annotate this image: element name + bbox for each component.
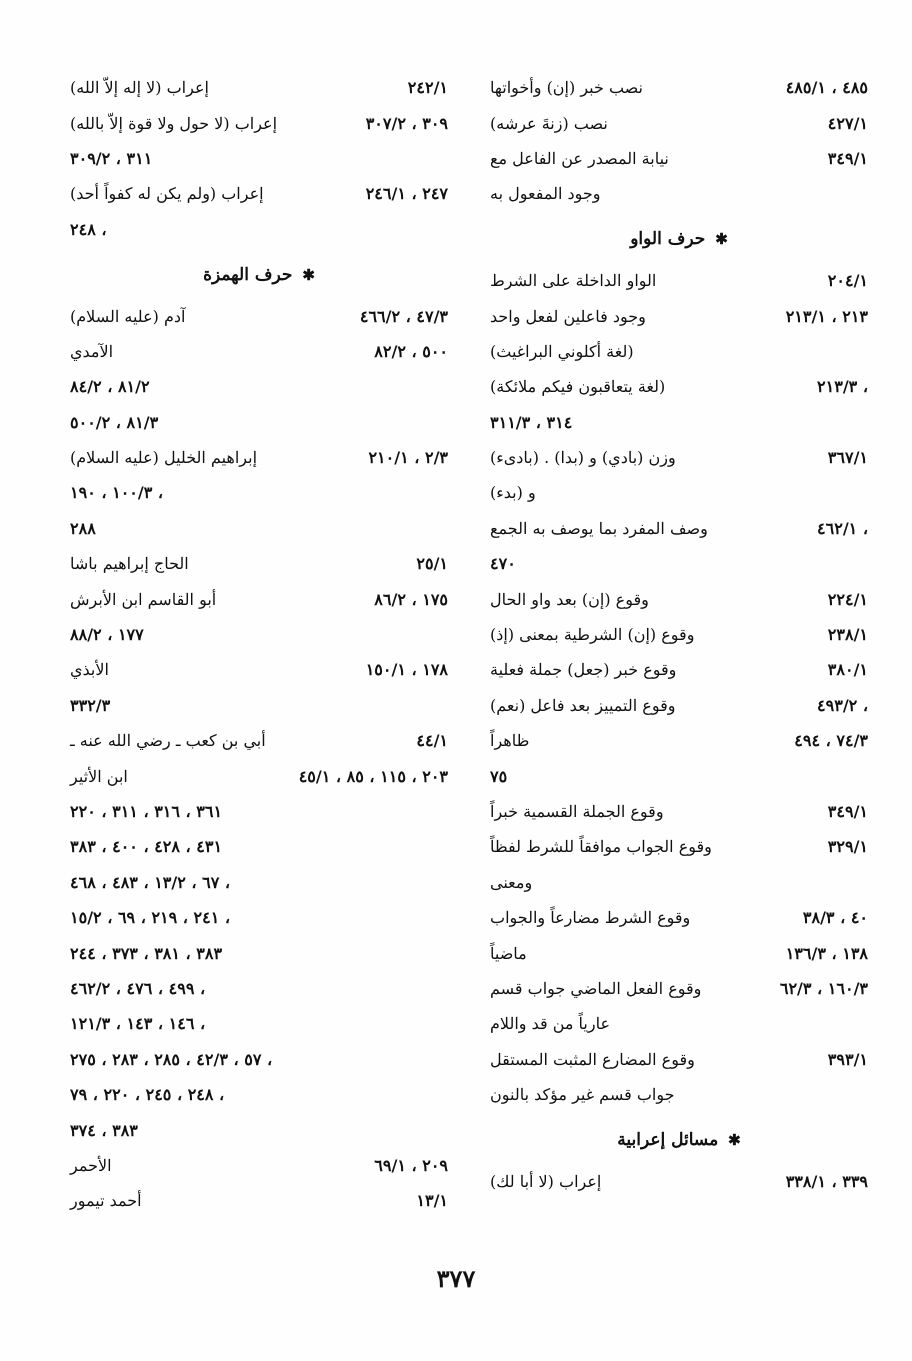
page-reference: ٢٢٤/١ [827,589,868,609]
index-entry [490,758,868,793]
index-entry [70,652,448,687]
index-term: وقوع الشرط مضارعاً والجواب [490,908,691,928]
index-entry [490,263,868,298]
index-entry [490,475,868,510]
page-reference: ٣٣٢/٣ [70,695,111,715]
index-term: وقوع المضارع المثبت المستقل [490,1049,695,1069]
index-term: الأبذي [70,660,109,680]
asterisk-icon: ✱ [728,1131,741,1150]
section-heading-text: حرف الواو [630,229,706,250]
index-entry [70,688,448,723]
page-reference: ٨١/٢ ، ٨٤/٢ [70,377,150,397]
index-entry [490,141,868,176]
page-reference: ٤٧/٣ ، ٤٦٦/٢ [359,306,448,326]
index-entry [70,369,448,404]
page-reference: ٤٢٧/١ [827,113,868,133]
index-entry [70,546,448,581]
index-entry [490,688,868,723]
index-entry [490,1006,868,1041]
index-term: أبو القاسم ابن الأبرش [70,589,217,609]
section-heading-text: مسائل إعرابية [617,1130,719,1151]
index-term: نصب (زنةَ عرشه) [490,113,608,133]
index-term: وقوع خبر (جعل) جملة فعلية [490,660,677,680]
page-reference: ٣٨٣ ، ٣٨١ ، ٣٧٣ ، ٢٤٤ [70,943,223,963]
index-entry [70,1077,448,1112]
index-term: أبي بن كعب ـ رضي الله عنه ـ [70,731,266,751]
page-reference: ٥٠٠ ، ٨٢/٢ [374,341,448,361]
asterisk-icon: ✱ [715,230,728,249]
index-entry [70,212,448,247]
index-term: وزن (بادي) و (بدا) . (بادىء) [490,448,676,468]
index-term: نصب خبر (إن) وأخواتها [490,78,643,98]
index-term: وقوع (إن) بعد واو الحال [490,589,649,609]
page-reference: ٣١١ ، ٣٠٩/٢ [70,148,153,168]
page-reference: ١٧٧ ، ٨٨/٢ [70,625,144,645]
index-entry [490,794,868,829]
index-term: وقوع الجواب موافقاً للشرط لفظاً [490,837,712,857]
page-reference: ٣٢٩/١ [827,837,868,857]
index-entry [490,581,868,616]
index-entry [70,1112,448,1147]
index-term: الأحمر [70,1155,112,1175]
index-term: الحاج إبراهيم باشا [70,554,189,574]
index-term: إبراهيم الخليل (عليه السلام) [70,448,258,468]
index-term: وقوع الفعل الماضي جواب قسم [490,978,702,998]
index-entry [70,105,448,140]
page-reference: ٤٧٠ [490,554,516,574]
index-entry [70,475,448,510]
index-entry [490,440,868,475]
index-entry [70,581,448,616]
index-entry [490,105,868,140]
page-reference: ٣٦١ ، ٣١٦ ، ٣١١ ، ٢٢٠ [70,802,223,821]
index-entry [490,176,868,211]
index-term: وجود المفعول به [490,184,601,204]
index-term: إعراب (لا إله إلاّ الله) [70,78,209,98]
index-entry [490,900,868,935]
index-term: أحمد تيمور [70,1191,142,1211]
page-reference: ٢٠٤/١ [827,271,868,291]
page-reference: ، ٢٤٨ [70,219,107,239]
index-entry [70,298,448,333]
index-term: الآمدي [70,341,114,361]
page-reference: ٣٠٩ ، ٣٠٧/٢ [365,113,448,133]
index-term: إعراب (ولم يكن له كفواً أحد) [70,184,264,204]
index-entry [70,176,448,211]
index-term: ظاهراً [490,731,530,751]
page-reference: ٢٨٨ [70,518,96,538]
index-entry [490,971,868,1006]
index-term: (لغة أكلوني البراغيث) [490,341,634,361]
page-reference: ١٦٠/٣ ، ٦٢/٣ [779,978,868,998]
index-term: عارياً من قد واللام [490,1014,611,1034]
index-entry [490,511,868,546]
section-heading [490,1122,868,1157]
index-term: إعراب (لا حول ولا قوة إلاّ بالله) [70,113,278,133]
page-reference: ١٣/١ [416,1191,448,1211]
page-reference: ٢/٣ ، ٢١٠/١ [368,448,448,468]
page-reference: ٤٤/١ [416,731,448,751]
index-entry [70,1183,448,1218]
page-reference: ٤٠ ، ٣٨/٣ [802,908,868,928]
index-entry [490,1077,868,1112]
page-reference: ٣٦٧/١ [827,448,868,468]
page-reference: ٢٠٩ ، ٦٩/١ [374,1155,448,1175]
index-entry [490,617,868,652]
index-entry [70,1006,448,1041]
page-reference: ٣١٤ ، ٣١١/٣ [490,412,573,432]
index-entry [490,935,868,970]
index-entry [70,440,448,475]
page-reference: ٣٨٠/١ [827,660,868,680]
index-entry [70,723,448,758]
index-term: وقوع (إن) الشرطية بمعنى (إذ) [490,625,695,645]
index-term: آدم (عليه السلام) [70,306,186,326]
index-entry [70,511,448,546]
index-entry [70,141,448,176]
page-reference: ، ٢٤١ ، ٢١٩ ، ٦٩ ، ١٥/٢ [70,908,231,928]
index-entry [70,405,448,440]
page-reference: ٣٤٩/١ [827,148,868,168]
index-term: و (بدء) [490,483,536,503]
page-reference: ٣٤٩/١ [827,802,868,821]
index-term: ماضياً [490,943,527,963]
index-term: وقوع التمييز بعد فاعل (نعم) [490,695,676,715]
index-entry [70,829,448,864]
index-entry [70,1042,448,1077]
index-entry [70,334,448,369]
page-reference: ٣٩٣/١ [827,1049,868,1069]
index-entry [70,935,448,970]
page-reference: ٤٨٥ ، ٤٨٥/١ [785,78,868,98]
index-term: الواو الداخلة على الشرط [490,271,657,291]
right-column [490,70,868,1199]
page-reference: ، ٤٦٢/١ [817,518,868,538]
page-reference: ، ٤٩٩ ، ٤٧٦ ، ٤٦٢/٢ [70,978,206,998]
index-entry [490,70,868,105]
index-term: ومعنى [490,872,533,892]
section-heading [70,257,448,292]
page-reference: ١٣٨ ، ١٣٦/٣ [785,943,868,963]
index-term: وقوع الجملة القسمية خبراً [490,802,664,821]
page-reference: ٢٤٧ ، ٢٤٦/١ [365,184,448,204]
index-entry [490,723,868,758]
index-entry [490,1042,868,1077]
page-reference: ١٧٥ ، ٨٦/٢ [374,589,448,609]
page-reference: ٧٥ [490,766,508,786]
page-reference: ، ٢٤٨ ، ٢٤٥ ، ٢٢٠ ، ٧٩ [70,1085,225,1105]
index-entry [70,70,448,105]
page-reference: ، ٥٧ ، ٤٢/٣ ، ٢٨٥ ، ٢٨٣ ، ٢٧٥ [70,1049,273,1069]
section-heading-text: حرف الهمزة [203,264,293,285]
page-reference: ٣٣٩ ، ٣٣٨/١ [785,1171,868,1191]
index-entry [490,829,868,864]
index-term: نيابة المصدر عن الفاعل مع [490,148,669,168]
index-term: (لغة يتعاقبون فيكم ملائكة) [490,377,666,397]
page-reference: ٤٣١ ، ٤٢٨ ، ٤٠٠ ، ٣٨٣ [70,837,223,857]
left-column [70,70,448,1219]
index-entry [490,298,868,333]
index-entry [490,865,868,900]
page-reference: ، ١٠٠/٣ ، ١٩٠ [70,483,164,503]
index-term: إعراب (لا أبا لك) [490,1171,602,1191]
page-reference: ، ٢١٣/٣ [817,377,868,397]
index-entry [70,971,448,1006]
index-entry [490,334,868,369]
index-entry [70,758,448,793]
index-entry [490,1164,868,1199]
index-entry [70,1148,448,1183]
section-heading [490,222,868,257]
page-reference: ، ٦٧ ، ١٣/٢ ، ٤٨٣ ، ٤٦٨ [70,872,231,892]
index-entry [490,652,868,687]
page-reference: ٧٤/٣ ، ٤٩٤ [794,731,868,751]
index-entry [70,900,448,935]
page-reference: ، ١٤٦ ، ١٤٣ ، ١٢١/٣ [70,1014,206,1034]
index-term: ابن الأثير [70,766,128,786]
index-entry [490,546,868,581]
index-term: جواب قسم غير مؤكد بالنون [490,1085,675,1105]
index-entry [70,794,448,829]
page-reference: ٨١/٣ ، ٥٠٠/٢ [70,412,159,432]
page-reference: ٢٤٢/١ [407,78,448,98]
index-entry [490,369,868,404]
index-entry [70,617,448,652]
page-reference: ٢١٣ ، ٢١٣/١ [785,306,868,326]
page-reference: ٢٠٣ ، ١١٥ ، ٨٥ ، ٤٥/١ [298,766,448,786]
page-reference: ٢٥/١ [416,554,448,574]
index-entry [490,405,868,440]
index-entry [70,865,448,900]
page-reference: ٢٣٨/١ [827,625,868,645]
asterisk-icon: ✱ [302,265,315,284]
page-reference: ٣٨٣ ، ٣٧٤ [70,1120,138,1140]
index-term: وجود فاعلين لفعل واحد [490,306,646,326]
index-term: وصف المفرد بما يوصف به الجمع [490,518,708,538]
page-number: ٣٧٧ [436,1264,476,1293]
page-reference: ١٧٨ ، ١٥٠/١ [365,660,448,680]
page-reference: ، ٤٩٣/٢ [817,695,868,715]
